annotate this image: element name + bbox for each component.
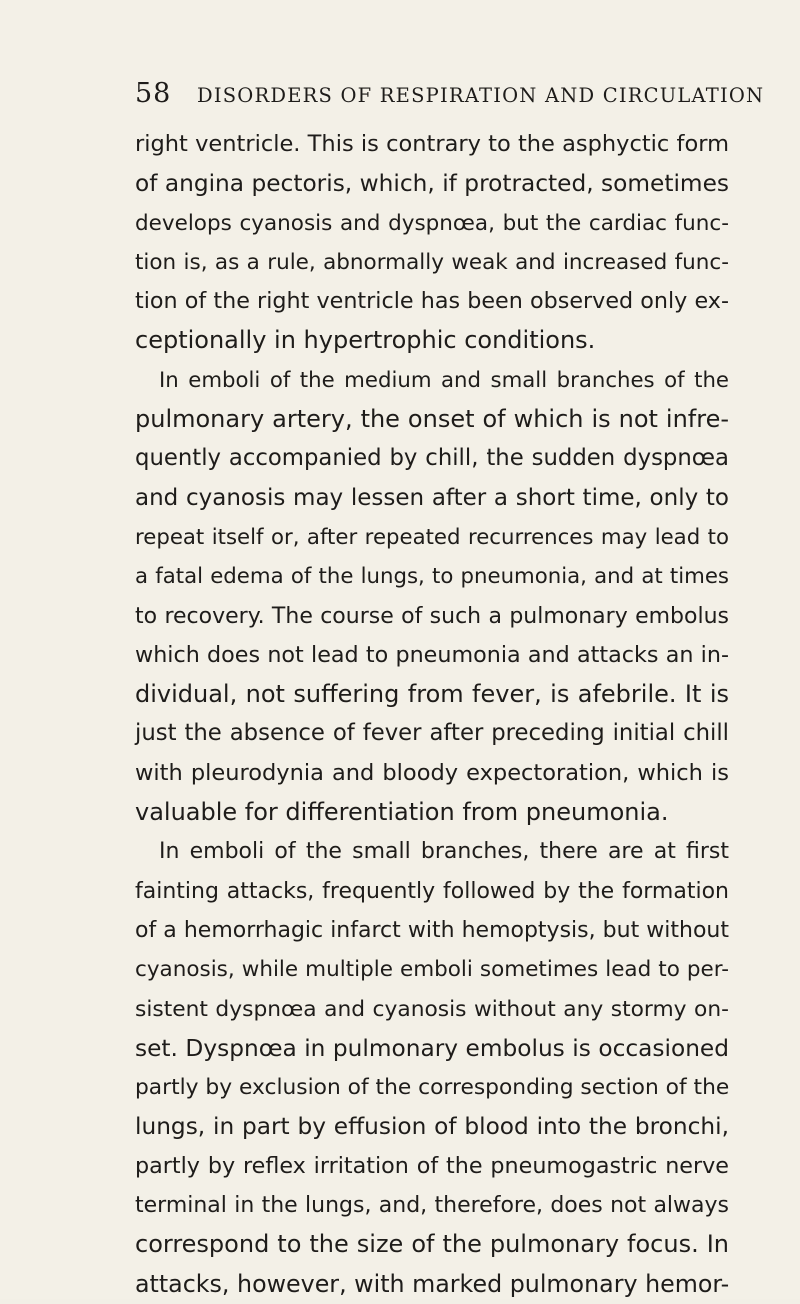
text-line: just the absence of fever after preceding initial chill bbox=[135, 720, 729, 747]
text-line: partly by exclusion of the corresponding section of the bbox=[135, 1075, 730, 1101]
text-line: set. Dyspnœa in pulmonary embolus is occasioned bbox=[135, 1034, 729, 1062]
text-line: cyanosis, while multiple emboli sometimes lead to per- bbox=[135, 957, 729, 983]
text-line: right ventricle. This is contrary to the asphyctic form bbox=[135, 131, 729, 157]
text-line: lungs, in part by effusion of blood into the bronchi, bbox=[135, 1113, 729, 1141]
text-line: dividual, not suffering from fever, is afebrile. It is bbox=[135, 680, 729, 709]
text-line: In emboli of the medium and small branches of the bbox=[159, 367, 729, 393]
text-line: a fatal edema of the lungs, to pneumonia, and at times bbox=[135, 564, 729, 590]
text-line: attacks, however, with marked pulmonary hemor- bbox=[135, 1269, 730, 1298]
text-line: and cyanosis may lessen after a short time, only to bbox=[135, 484, 729, 511]
text-line: fainting attacks, frequently followed by the formation bbox=[135, 878, 729, 904]
text-line: tion is, as a rule, abnormally weak and increased func- bbox=[135, 249, 729, 275]
text-line: with pleurodynia and bloody expectoration, which is bbox=[135, 759, 729, 786]
text-line: In emboli of the small branches, there are at first bbox=[159, 839, 729, 865]
text-line: pulmonary artery, the onset of which is not infre- bbox=[135, 405, 729, 434]
text-line: terminal in the lungs, and, therefore, does not always bbox=[135, 1193, 729, 1219]
text-line: sistent dyspnœa and cyanosis without any stormy on- bbox=[135, 996, 729, 1022]
text-line: ceptionally in hypertrophic conditions. bbox=[135, 326, 596, 355]
text-line: valuable for differentiation from pneumonia. bbox=[135, 798, 669, 827]
text-line: to recovery. The course of such a pulmonary embolus bbox=[135, 603, 729, 629]
page-header bbox=[135, 78, 765, 114]
text-line: quently accompanied by chill, the sudden dyspnœa bbox=[135, 445, 729, 472]
text-line: tion of the right ventricle has been observed only ex- bbox=[135, 288, 729, 315]
text-line: repeat itself or, after repeated recurrences may lead to bbox=[135, 524, 729, 550]
text-line: which does not lead to pneumonia and attacks an in- bbox=[135, 641, 729, 668]
text-line: of angina pectoris, which, if protracted, sometimes bbox=[135, 170, 729, 198]
page-number: 58 bbox=[135, 78, 172, 109]
running-head: DISORDERS OF RESPIRATION AND CIRCULATION bbox=[197, 84, 765, 107]
text-line: of a hemorrhagic infarct with hemoptysis, but without bbox=[135, 917, 729, 943]
text-line: partly by reflex irritation of the pneumogastric nerve bbox=[135, 1152, 729, 1179]
text-line: develops cyanosis and dyspnœa, but the cardiac func- bbox=[135, 210, 729, 236]
body-text bbox=[135, 125, 729, 1304]
text-line: correspond to the size of the pulmonary focus. In bbox=[135, 1230, 729, 1259]
